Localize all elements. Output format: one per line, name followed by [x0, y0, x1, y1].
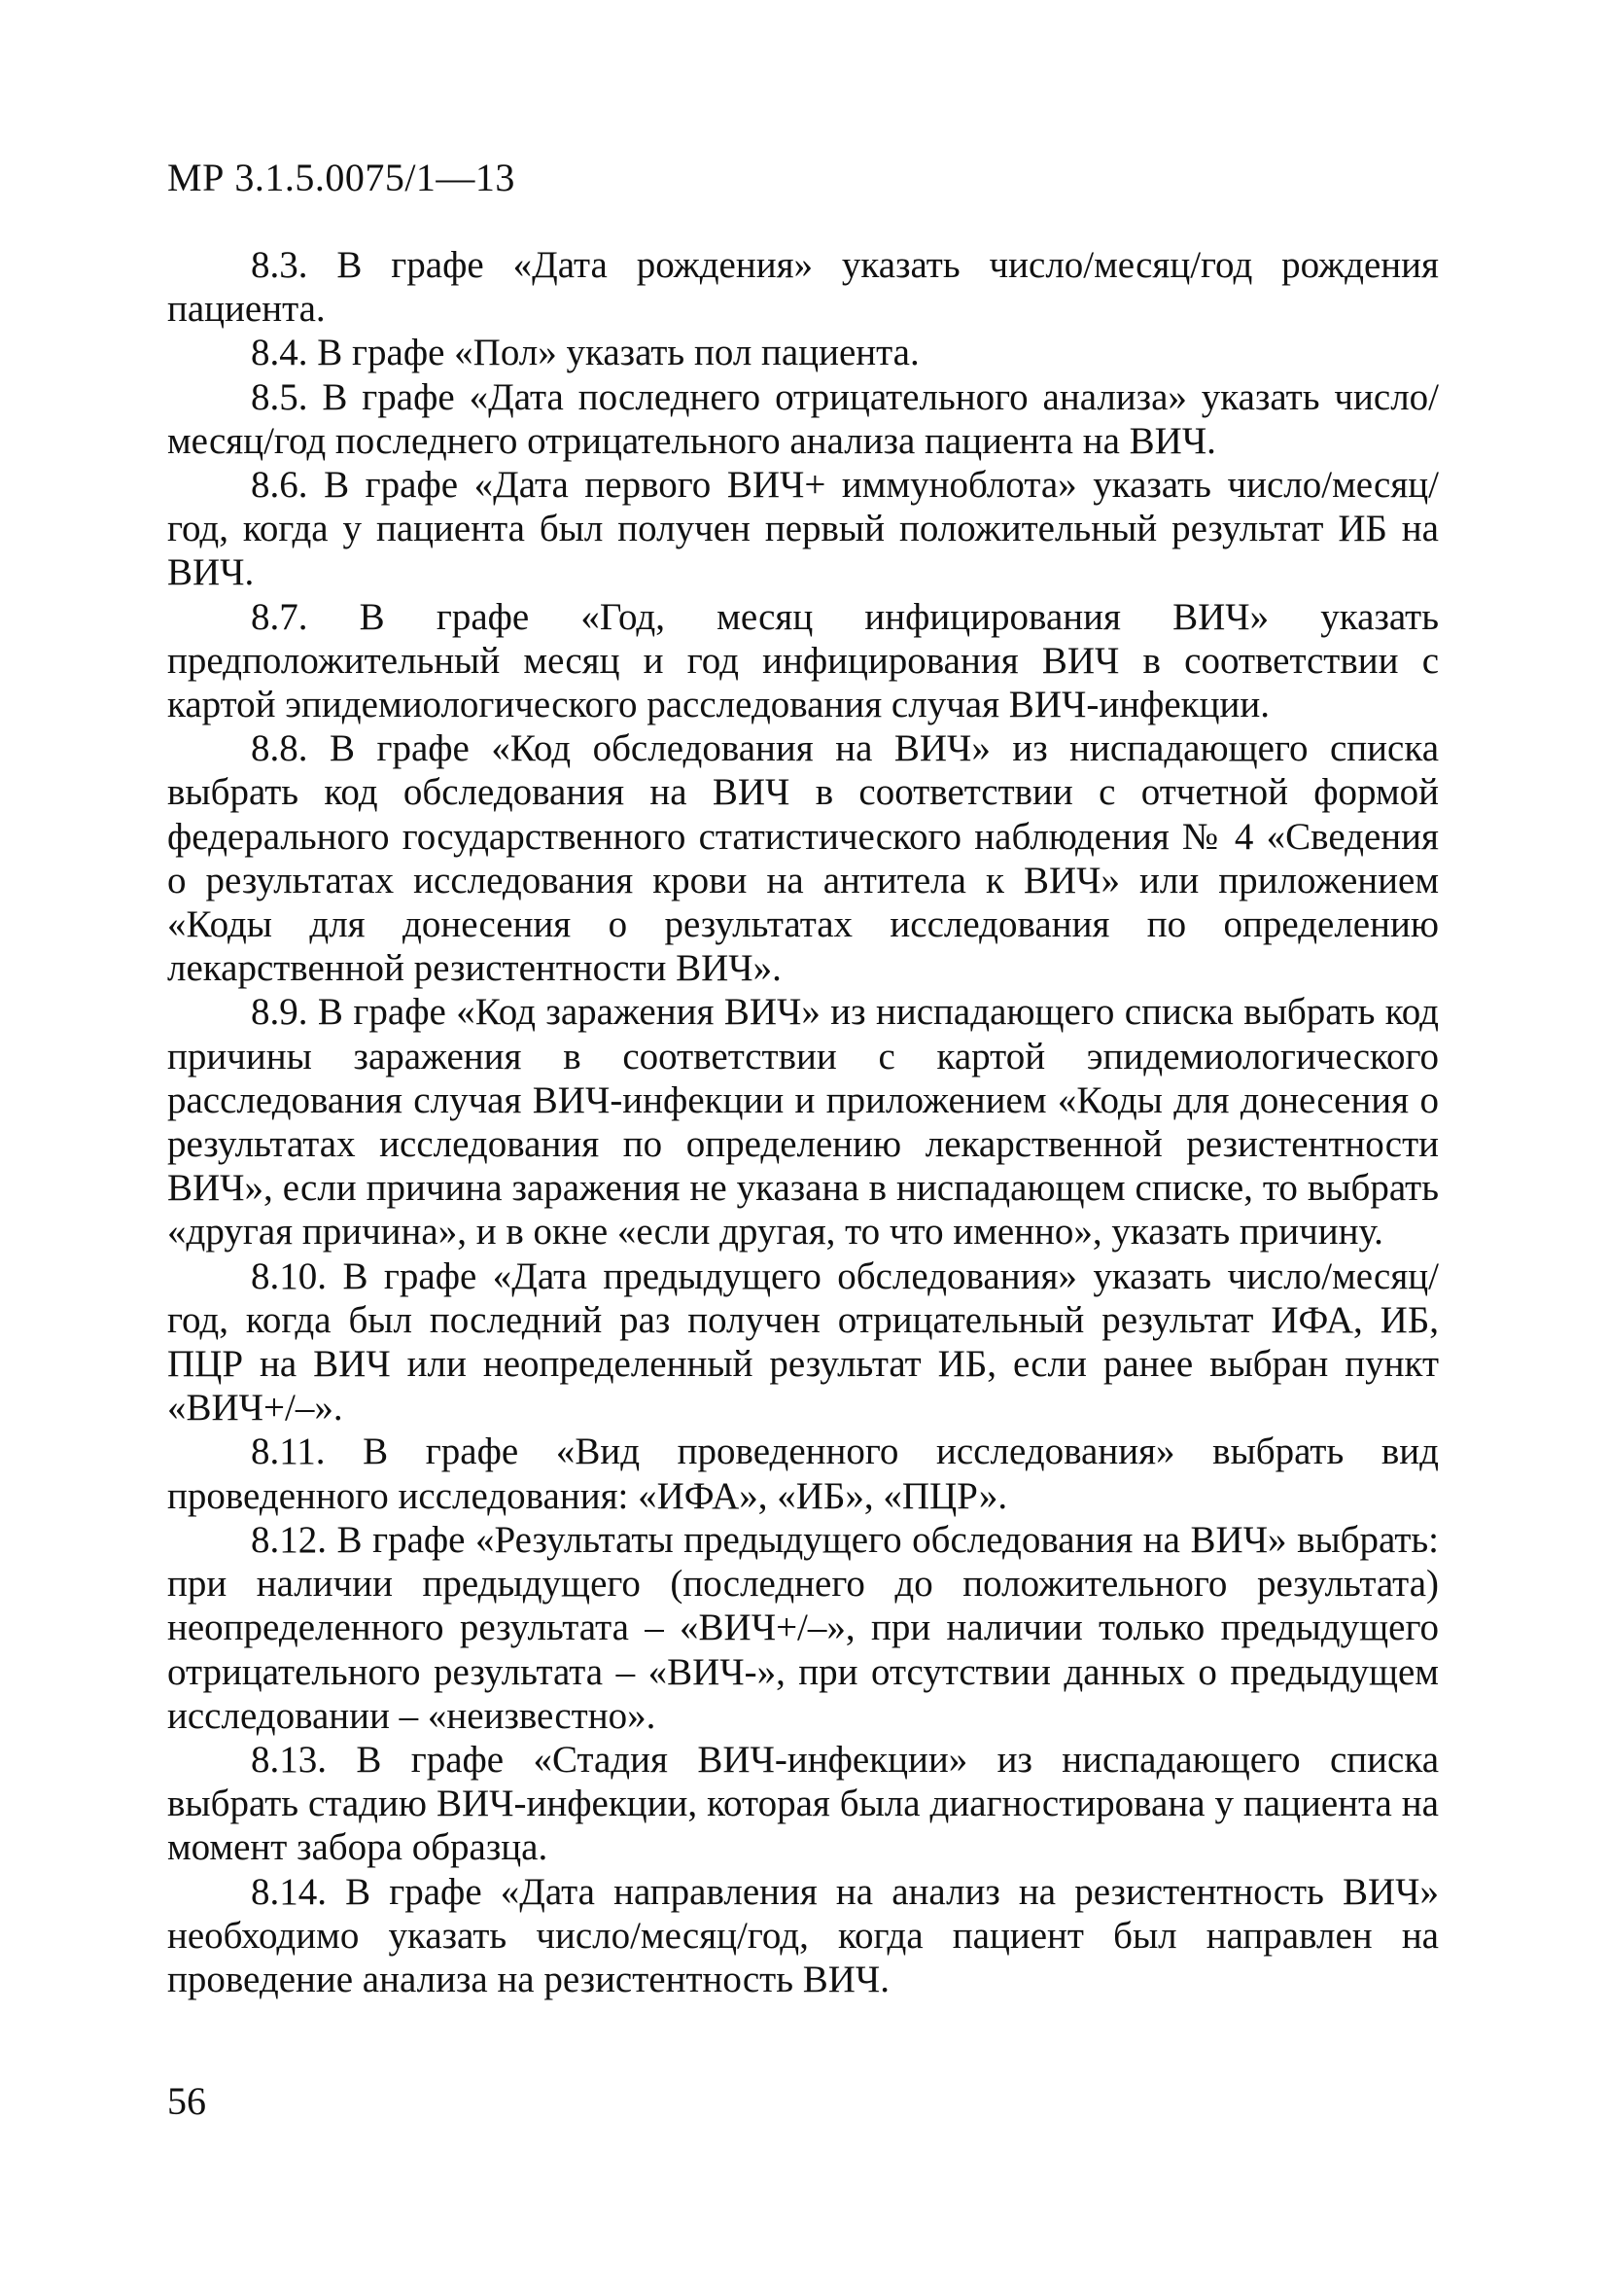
paragraph-8-5: 8.5. В графе «Дата последнего отрицательного анализа» указать число/месяц/год последнего отрицательного анализа пациента на ВИЧ. [167, 375, 1439, 462]
paragraph-8-13: 8.13. В графе «Стадия ВИЧ-инфекции» из ниспадающего списка выбрать стадию ВИЧ-инфекции, которая была диагностирована у пациента на момент забора образца. [167, 1738, 1439, 1869]
paragraph-8-4: 8.4. В графе «Пол» указать пол пациента. [251, 332, 920, 374]
paragraph-8-9: 8.9. В графе «Код заражения ВИЧ» из ниспадающего списка выбрать код причины заражения в соответствии с картой эпидемиологического расследования случая ВИЧ-инфекции и приложением «Коды для донесения о результатах исследования по определению лекарственной резистентности ВИЧ», если причина заражения не указана в ниспадающем списке, то выбрать «другая причина», и в окне «если другая, то что именно», указать причину. [167, 991, 1439, 1254]
paragraph-8-14: 8.14. В графе «Дата направления на анализ на резистентность ВИЧ» необходимо указать число/месяц/год, когда пациент был направлен на проведение анализа на резистентность ВИЧ. [167, 1870, 1439, 2000]
paragraph-8-3: 8.3. В графе «Дата рождения» указать число/месяц/год рождения пациента. [167, 244, 1439, 331]
document-code-header: МР 3.1.5.0075/1—13 [167, 156, 515, 199]
paragraph-8-6: 8.6. В графе «Дата первого ВИЧ+ иммуноблота» указать число/месяц/год, когда у пациента был получен первый положительный результат ИБ на ВИЧ. [167, 464, 1439, 594]
paragraph-8-10: 8.10. В графе «Дата предыдущего обследования» указать число/месяц/год, когда был последний раз получен отрицательный результат ИФА, ИБ, ПЦР на ВИЧ или неопределенный результат ИБ, если ранее выбран пункт «ВИЧ+/–». [167, 1254, 1439, 1430]
paragraph-8-11: 8.11. В графе «Вид проведенного исследования» выбрать вид проведенного исследования: «ИФА», «ИБ», «ПЦР». [167, 1431, 1439, 1517]
paragraph-8-12: 8.12. В графе «Результаты предыдущего обследования на ВИЧ» выбрать: при наличии предыдущего (последнего до положительного результата) неопределенного результата – «ВИЧ+/–», при наличии только предыдущего отрицательного результата – «ВИЧ-», при отсутствии данных о предыдущем исследовании – «неизвестно». [167, 1518, 1439, 1737]
page-number: 56 [167, 2079, 206, 2123]
paragraph-8-7: 8.7. В графе «Год, месяц инфицирования ВИЧ» указать предположительный месяц и год инфицирования ВИЧ в соответствии с картой эпидемиологического расследования случая ВИЧ-инфекции. [167, 595, 1439, 726]
paragraph-8-8: 8.8. В графе «Код обследования на ВИЧ» из ниспадающего списка выбрать код обследования на ВИЧ в соответствии с отчетной формой федерального государственного статистического наблюдения № 4 «Сведения о результатах исследования крови на антитела к ВИЧ» или приложением «Коды для донесения о результатах исследования по определению лекарственной резистентности ВИЧ». [167, 727, 1439, 990]
body-text [167, 243, 1439, 2001]
